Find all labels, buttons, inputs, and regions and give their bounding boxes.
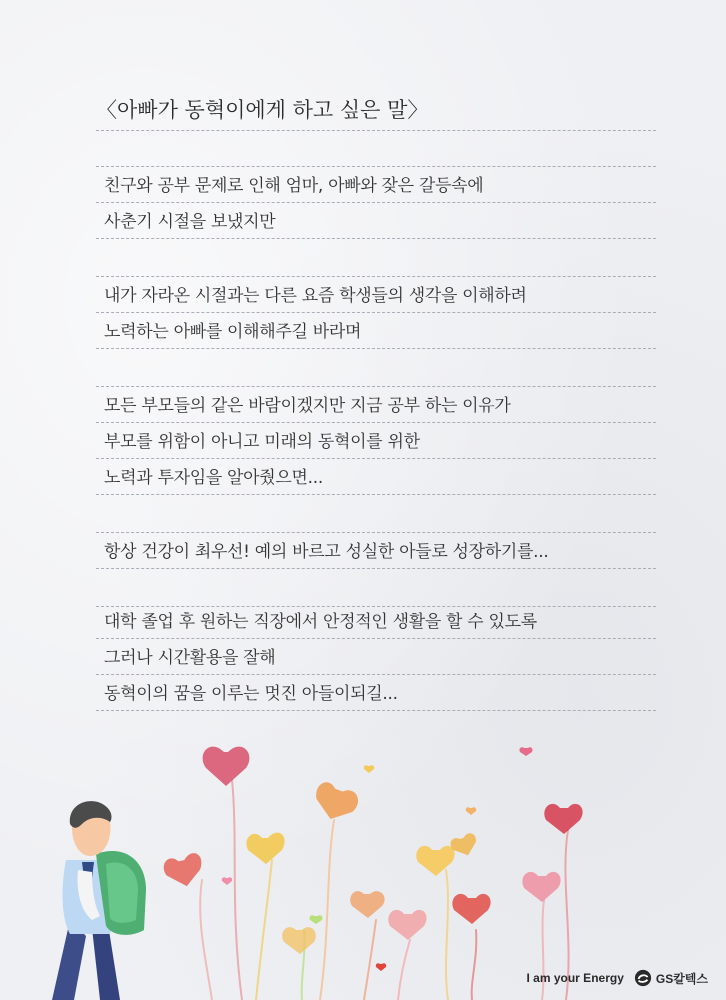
heart-icon bbox=[203, 747, 250, 786]
gs-logo-icon bbox=[634, 969, 652, 987]
ruled-line bbox=[96, 532, 656, 533]
heart-icon bbox=[309, 780, 361, 826]
heart-icon bbox=[350, 891, 384, 918]
illustration bbox=[0, 720, 726, 1000]
heart-icon bbox=[222, 877, 232, 885]
letter-line: 부모를 위함이 아니고 미래의 동혁이를 위한 bbox=[104, 432, 420, 452]
heart-icon bbox=[522, 872, 560, 902]
heart-icon bbox=[519, 747, 532, 756]
ruled-line bbox=[96, 458, 656, 459]
heart-icon bbox=[466, 807, 476, 815]
heart-icon bbox=[246, 833, 284, 864]
ruled-line bbox=[96, 710, 656, 711]
ruled-line bbox=[96, 276, 656, 277]
ruled-line bbox=[96, 386, 656, 387]
heart-icon bbox=[376, 963, 386, 971]
ruled-line bbox=[96, 568, 656, 569]
brand-name: GS칼텍스 bbox=[655, 971, 708, 986]
heart-icon bbox=[416, 846, 454, 876]
heart-icon bbox=[364, 765, 374, 773]
letter-line: 친구와 공부 문제로 인해 엄마, 아빠와 잦은 갈등속에 bbox=[104, 176, 484, 196]
letter-line: 내가 자라온 시절과는 다른 요즘 학생들의 생각을 이해하려 bbox=[104, 286, 527, 306]
heart-icon bbox=[282, 927, 316, 954]
ruled-line bbox=[96, 238, 656, 239]
heart-icon bbox=[162, 852, 205, 890]
ruled-line bbox=[96, 348, 656, 349]
ruled-line bbox=[96, 638, 656, 639]
ruled-line bbox=[96, 422, 656, 423]
slogan: I am your Energy bbox=[526, 971, 624, 985]
ruled-line bbox=[96, 494, 656, 495]
ruled-line bbox=[96, 674, 656, 675]
letter-line: 노력과 투자임을 알아줬으면... bbox=[104, 468, 323, 488]
footer-branding bbox=[527, 968, 709, 988]
brand-logo bbox=[634, 969, 708, 987]
heart-icon bbox=[452, 894, 490, 924]
heart-icon bbox=[309, 915, 322, 924]
letter-line: 대학 졸업 후 원하는 직장에서 안정적인 생활을 할 수 있도록 bbox=[104, 612, 537, 632]
boy-figure bbox=[52, 801, 146, 1000]
letter-line: 동혁이의 꿈을 이루는 멋진 아들이되길... bbox=[104, 684, 398, 704]
ruled-line bbox=[96, 166, 656, 167]
letter-line: 모든 부모들의 같은 바람이겠지만 지금 공부 하는 이유가 bbox=[104, 396, 511, 416]
heart-icon bbox=[544, 804, 582, 834]
ruled-line bbox=[96, 606, 656, 607]
letter-line: 그러나 시간활용을 잘해 bbox=[104, 648, 276, 668]
letter-title: 〈아빠가 동혁이에게 하고 싶은 말〉 bbox=[96, 98, 429, 122]
heart-icon bbox=[388, 910, 426, 940]
ruled-line bbox=[96, 202, 656, 203]
ruled-line bbox=[96, 130, 656, 131]
letter-line: 노력하는 아빠를 이해해주길 바라며 bbox=[104, 322, 362, 342]
letter-line: 항상 건강이 최우선! 예의 바르고 성실한 아들로 성장하기를... bbox=[104, 542, 549, 562]
letter-line: 사춘기 시절을 보냈지만 bbox=[104, 212, 276, 232]
ruled-line bbox=[96, 312, 656, 313]
